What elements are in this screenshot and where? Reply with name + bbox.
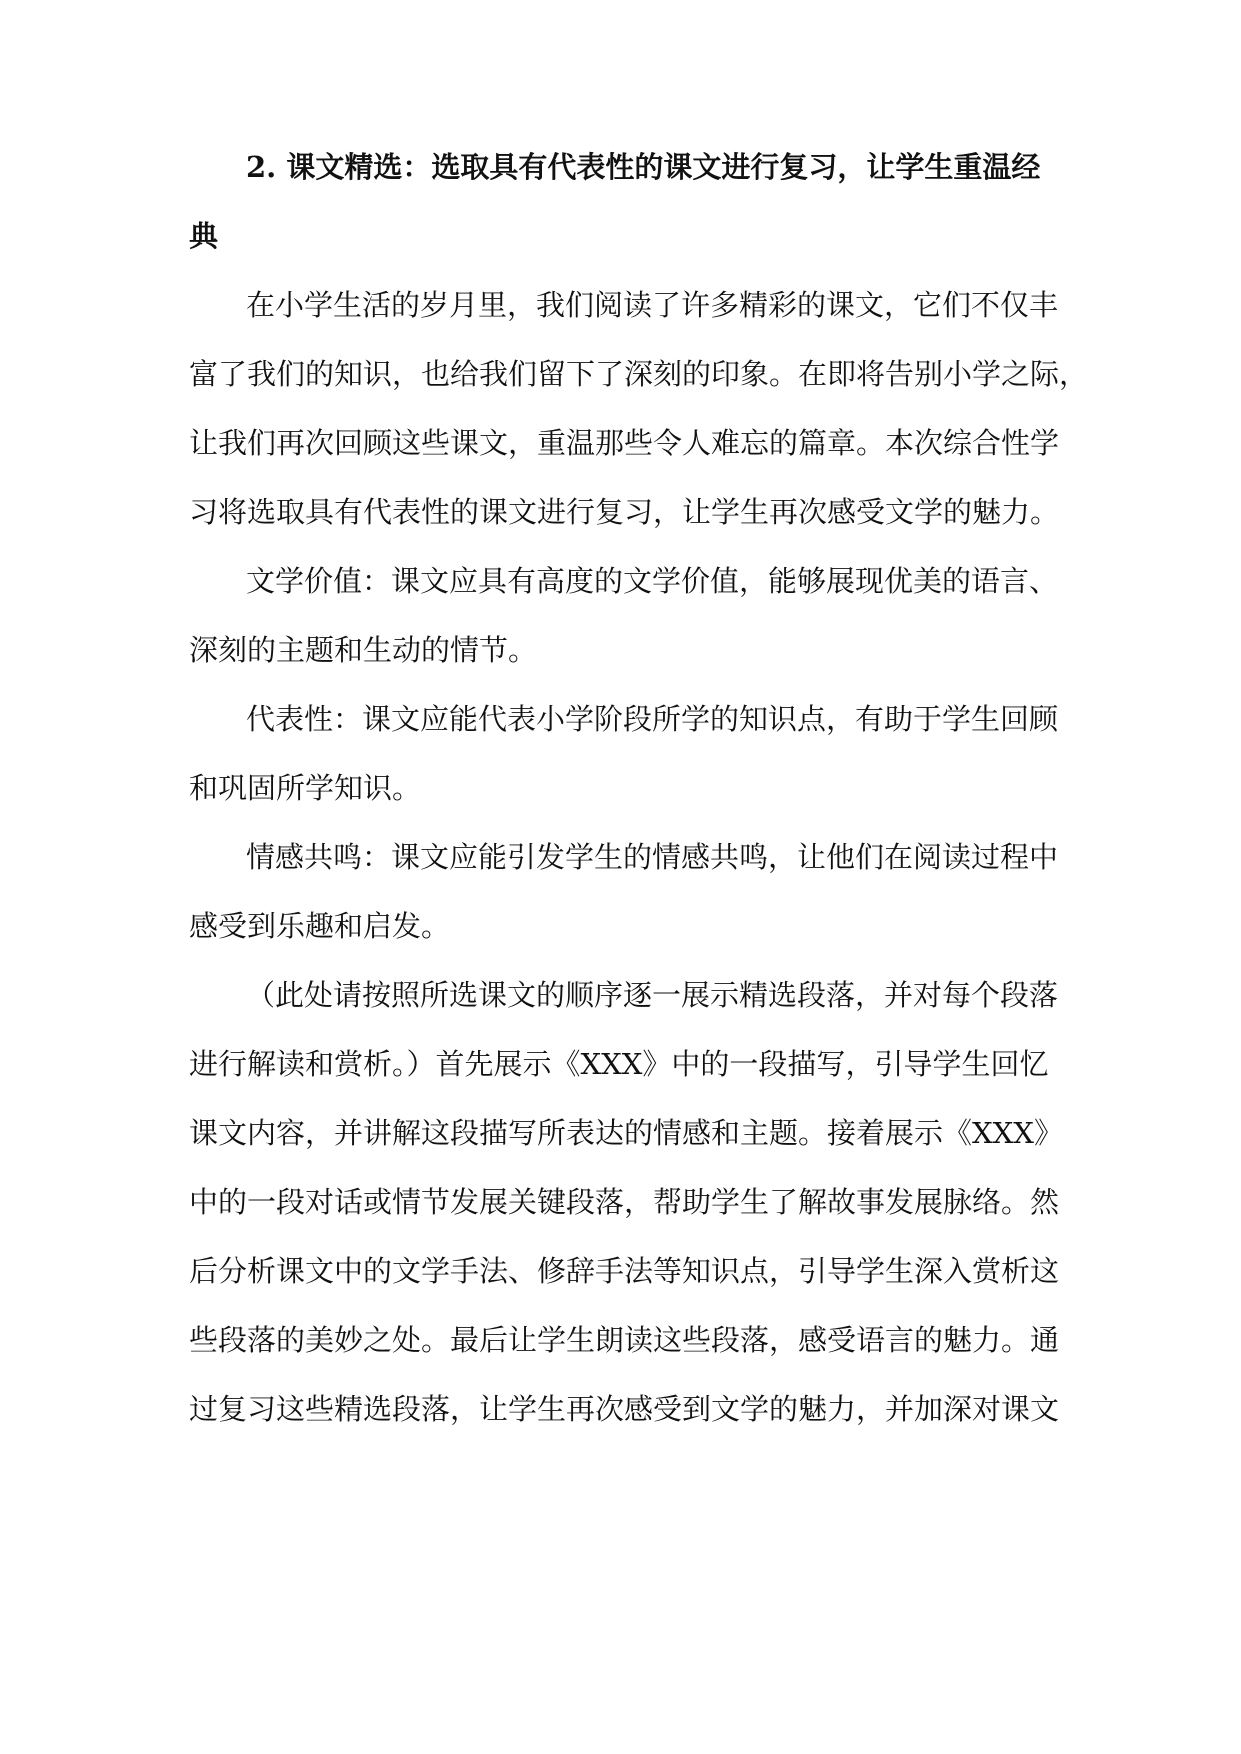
paragraph-intro-line-2: 富了我们的知识，也给我们留下了深刻的印象。在即将告别小学之际， xyxy=(189,357,1089,391)
paragraph-representativeness-line-1: 代表性：课文应能代表小学阶段所学的知识点，有助于学生回顾 xyxy=(246,702,1059,736)
paragraph-intro-line-4: 习将选取具有代表性的课文进行复习，让学生再次感受文学的魅力。 xyxy=(189,495,1060,529)
paragraph-representativeness-line-2: 和巩固所学知识。 xyxy=(189,771,422,805)
paragraph-emotional-resonance-line-1: 情感共鸣：课文应能引发学生的情感共鸣，让他们在阅读过程中 xyxy=(246,840,1059,874)
paragraph-display-line-7: 过复习这些精选段落，让学生再次感受到文学的魅力，并加深对课文 xyxy=(189,1392,1060,1426)
paragraph-literary-value-line-2: 深刻的主题和生动的情节。 xyxy=(189,633,538,667)
paragraph-display-line-4: 中的一段对话或情节发展关键段落，帮助学生了解故事发展脉络。然 xyxy=(189,1185,1060,1219)
paragraph-display-line-6: 些段落的美妙之处。最后让学生朗读这些段落，感受语言的魅力。通 xyxy=(189,1323,1060,1357)
paragraph-display-line-3: 课文内容，并讲解这段描写所表达的情感和主题。接着展示《XXX》 xyxy=(189,1116,1063,1150)
paragraph-intro-line-3: 让我们再次回顾这些课文，重温那些令人难忘的篇章。本次综合性学 xyxy=(189,426,1060,460)
paragraph-literary-value-line-1: 文学价值：课文应具有高度的文学价值，能够展现优美的语言、 xyxy=(246,564,1059,598)
paragraph-display-line-5: 后分析课文中的文学手法、修辞手法等知识点，引导学生深入赏析这 xyxy=(189,1254,1060,1288)
section-heading-line-2: 典 xyxy=(189,219,219,253)
paragraph-display-line-2: 进行解读和赏析。）首先展示《XXX》中的一段描写，引导学生回忆 xyxy=(189,1047,1049,1081)
paragraph-emotional-resonance-line-2: 感受到乐趣和启发。 xyxy=(189,909,451,943)
paragraph-intro-line-1: 在小学生活的岁月里，我们阅读了许多精彩的课文，它们不仅丰 xyxy=(246,288,1059,322)
section-heading-line-1: 2. 课文精选：选取具有代表性的课文进行复习，让学生重温经 xyxy=(246,150,1041,184)
paragraph-display-line-1: （此处请按照所选课文的顺序逐一展示精选段落，并对每个段落 xyxy=(246,978,1059,1012)
